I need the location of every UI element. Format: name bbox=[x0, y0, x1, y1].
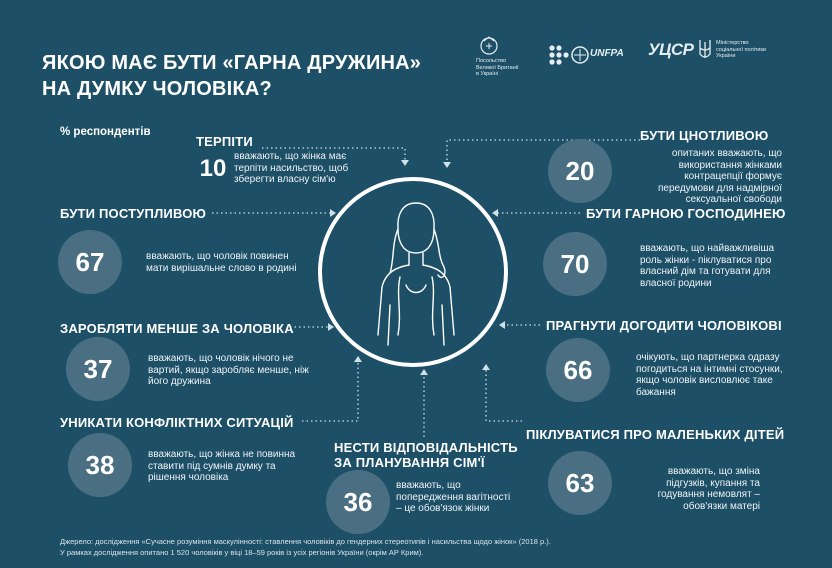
value-housewife: 70 bbox=[543, 232, 607, 296]
heading-tolerate: ТЕРПІТИ bbox=[196, 134, 253, 149]
heading-avoid-conflict: УНИКАТИ КОНФЛІКТНИХ СИТУАЦІЙ bbox=[60, 415, 294, 430]
arrow-planning bbox=[420, 369, 428, 375]
value-chaste: 20 bbox=[548, 139, 612, 203]
desc-compliant: вважають, що чоловік повинен мати вирішальне слово в родині bbox=[146, 251, 297, 274]
unfpa-logo: UNFPA bbox=[590, 48, 624, 59]
heading-planning: НЕСТИ ВІДПОВІДАЛЬНІСТЬ ЗА ПЛАНУВАННЯ СІМ'Ї bbox=[334, 440, 518, 470]
respondents-label: % респондентів bbox=[60, 126, 151, 138]
heading-children: ПІКЛУВАТИСЯ ПРО МАЛЕНЬКИХ ДІТЕЙ bbox=[526, 427, 785, 442]
connector-chaste bbox=[447, 140, 640, 162]
value-avoid-conflict: 38 bbox=[68, 433, 132, 497]
desc-tolerate: вважають, що жінка має терпіти насильство, щоб зберегти власну сім'ю bbox=[234, 151, 349, 185]
heading-please: ПРАГНУТИ ДОГОДИТИ ЧОЛОВІКОВІ bbox=[546, 318, 782, 333]
value-tolerate: 10 bbox=[199, 155, 227, 182]
connector-children bbox=[486, 370, 522, 421]
heading-chaste: БУТИ ЦНОТЛИВОЮ bbox=[640, 128, 769, 143]
trident-icon bbox=[698, 38, 712, 62]
arrow-housewife bbox=[492, 209, 498, 217]
arrow-chaste bbox=[443, 162, 451, 168]
partner-logos bbox=[472, 34, 792, 84]
arrow-please bbox=[499, 321, 505, 329]
desc-children: вважають, що зміна підгузків, купання та годування немовлят – обов'язки матері bbox=[657, 466, 760, 512]
arrow-children bbox=[482, 364, 490, 370]
desc-earn-less: вважають, що чоловік нічого не вартий, якщо заробляє менше, ніж його дружина bbox=[148, 353, 309, 387]
arrow-avoid-conflict bbox=[354, 356, 362, 362]
ministry-logo: Міністерство соціальної політики України bbox=[716, 40, 766, 59]
page-title: ЯКОЮ МАЄ БУТИ «ГАРНА ДРУЖИНА» НА ДУМКУ ЧОЛОВІКА? bbox=[42, 52, 422, 100]
value-please: 66 bbox=[546, 338, 610, 402]
woman-silhouette-icon bbox=[368, 195, 464, 365]
desc-chaste: опитаних вважають, що використання жінками контрацепції формує передумови для надмірної сексуальної свободи bbox=[657, 148, 782, 205]
ucsr-logo: УЦСР bbox=[648, 40, 694, 59]
source-note: Джерело: дослідження «Сучасне розуміння маскулінності: ставлення чоловіків до гендерних стереотипів і насильства щодо жінок» (2018 р.). У рамках дослідження опитано 1 520 чоловіків у віці 18–59 років із усіх регіонів України (окрім АР Крим). bbox=[60, 537, 551, 557]
heading-housewife: БУТИ ГАРНОЮ ГОСПОДИНЕЮ bbox=[586, 206, 786, 221]
desc-avoid-conflict: вважають, що жінка не повинна ставити під сумнів думку та рішення чоловіка bbox=[148, 449, 296, 483]
heading-compliant: БУТИ ПОСТУПЛИВОЮ bbox=[60, 206, 207, 221]
heading-earn-less: ЗАРОБЛЯТИ МЕНШЕ ЗА ЧОЛОВІКА bbox=[60, 321, 294, 336]
value-children: 63 bbox=[548, 451, 612, 515]
value-earn-less: 37 bbox=[66, 337, 130, 401]
value-compliant: 67 bbox=[58, 230, 122, 294]
desc-planning: вважають, що попередження вагітності – це обов'язок жінки bbox=[396, 480, 511, 514]
uk-embassy-logo: Посольство Великої Британії в Україні bbox=[476, 58, 519, 77]
coat-of-arms-icon bbox=[478, 34, 500, 58]
desc-please: очікують, що партнерка одразу погодиться на інтимні стосунки, якщо чоловік висловлює таке бажання bbox=[636, 352, 783, 398]
arrow-tolerate bbox=[401, 160, 409, 166]
value-planning: 36 bbox=[326, 470, 390, 534]
desc-housewife: вважають, що найважливіша роль жінки - піклуватися про власний дім та готувати для власної родини bbox=[640, 243, 775, 289]
